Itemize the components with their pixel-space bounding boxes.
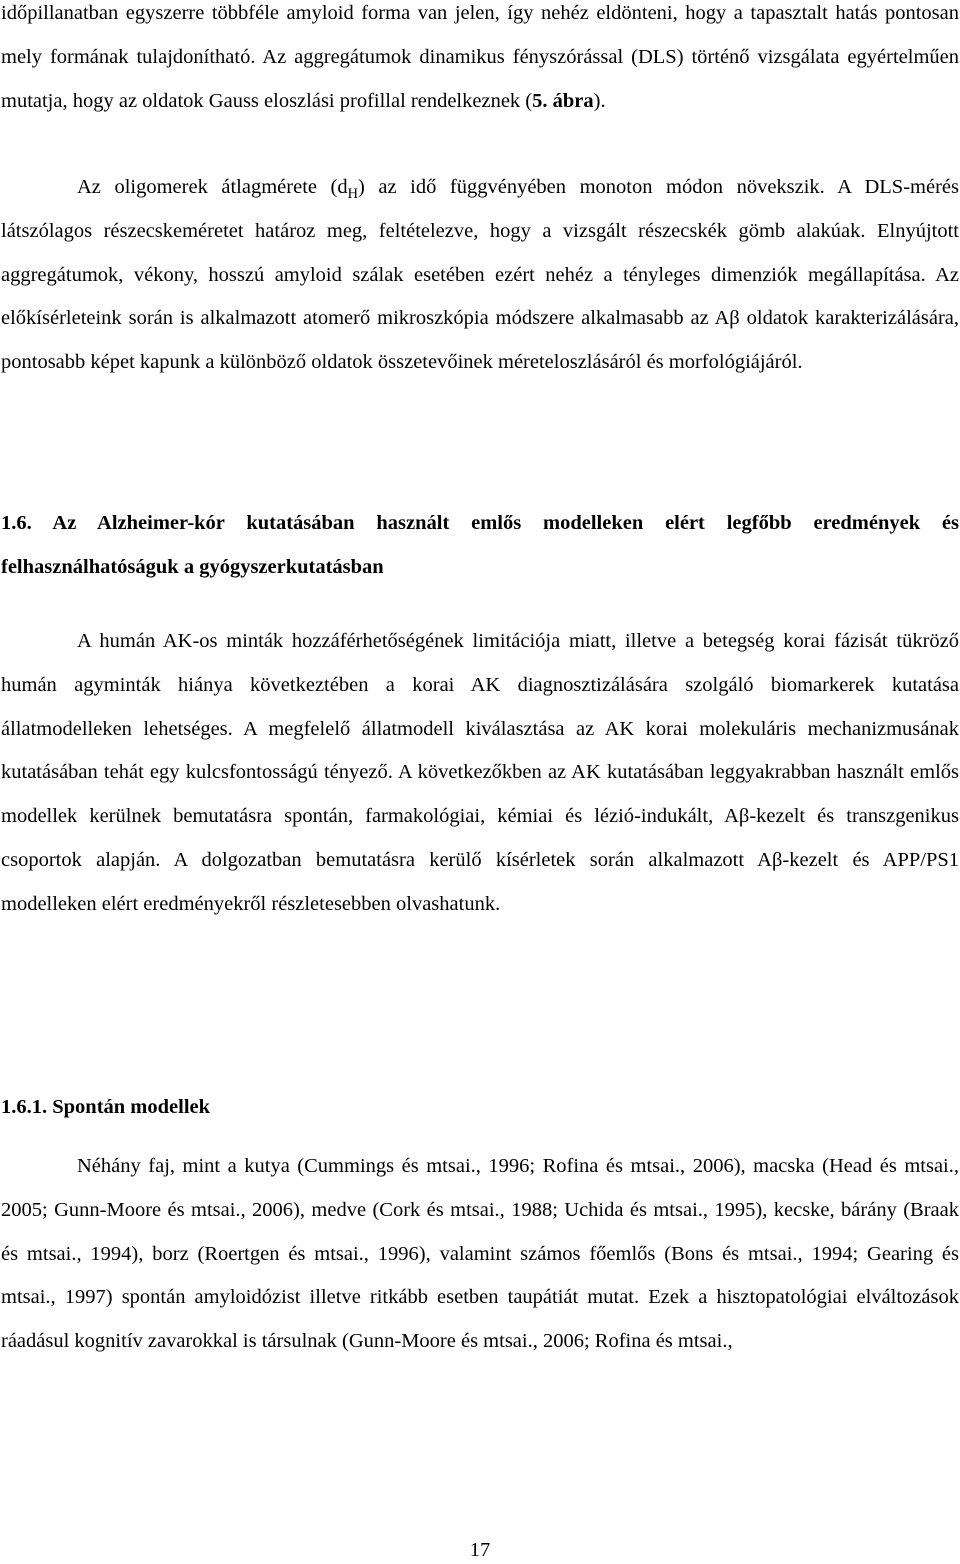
paragraph-oligomer-size xyxy=(1,166,959,385)
paragraph-animal-models: A humán AK-os minták hozzáférhetőségének limitációja miatt, illetve a betegség korai fázisát tükröző humán agyminták hiánya következtében a korai AK diagnosztizálására szolgáló biomarkerek kutatása állatmodelleken lehetséges. A megfelelő állatmodell kiválasztása az AK korai molekuláris mechanizmusának kutatásában tehát egy kulcsfontosságú tényező. A következőkben az AK kutatásában leggyakrabban használt emlős modellek kerülnek bemutatásra spontán, farmakológiai, kémiai és lézió-indukált, Aβ-kezelt és transzgenikus csoportok alapján. A dolgozatban bemutatásra kerülő kísérletek során alkalmazott Aβ-kezelt és APP/PS1 modelleken elért eredményekről részletesebben olvashatunk. xyxy=(1,630,959,915)
paragraph-text: Az oligomerek átlagmérete (d xyxy=(77,176,348,198)
paragraph-spontaneous-models: Néhány faj, mint a kutya (Cummings és mtsai., 1996; Rofina és mtsai., 2006), macska (Head és mtsai., 2005; Gunn-Moore és mtsai., 2006), medve (Cork és mtsai., 1988; Uchida és mtsai., 1995), kecske, bárány (Braak és mtsai., 1994), borz (Roertgen és mtsai., 1996), valamint számos főemlős (Bons és mtsai., 1994; Gearing és mtsai., 1997) spontán amyloidózist illetve ritkább esetben taupátiát mutat. Ezek a hisztopatológiai elváltozások ráadásul kognitív zavarokkal is társulnak (Gunn-Moore és mtsai., 2006; Rofina és mtsai., xyxy=(1,1155,959,1353)
figure-reference: 5. ábra xyxy=(532,89,594,112)
page-number: 17 xyxy=(469,1539,491,1561)
paragraph-dls-intro xyxy=(1,0,959,123)
paragraph-text: időpillanatban egyszerre többféle amyloid forma van jelen, így nehéz eldönteni, hogy a tapasztalt hatás pontosan mely formának tulajdonítható. Az aggregátumok dinamikus fényszórással (DLS) történő vizsgálata egyértelműen mutatja, hogy az oldatok Gauss eloszlási profillal rendelkeznek ( xyxy=(1,2,959,112)
section-heading-1-6-1: 1.6.1. Spontán modellek xyxy=(1,1096,211,1118)
paragraph-text-cont: ) az idő függvényében monoton módon növekszik. A DLS-mérés látszólagos részecskeméretet határoz meg, feltételezve, hogy a vizsgált részecskék gömb alakúak. Elnyújtott aggregátumok, vékony, hosszú amyloid szálak esetében ezért nehéz a tényleges dimenziók megállapítása. Az előkísérleteink során is alkalmazott atomerő mikroszkópia módszere alkalmasabb az Aβ oldatok karakterizálására, pontosabb képet kapunk a különböző oldatok összetevőinek méreteloszlásáról és morfológiájáról. xyxy=(1,176,959,374)
subscript-h: H xyxy=(347,186,358,203)
section-heading-1-6: 1.6. Az Alzheimer-kór kutatásában használt emlős modelleken elért legfőbb eredmények és felhasználhatóságuk a gyógyszerkutatásban xyxy=(1,512,959,578)
paragraph-text-end: ). xyxy=(593,89,606,112)
